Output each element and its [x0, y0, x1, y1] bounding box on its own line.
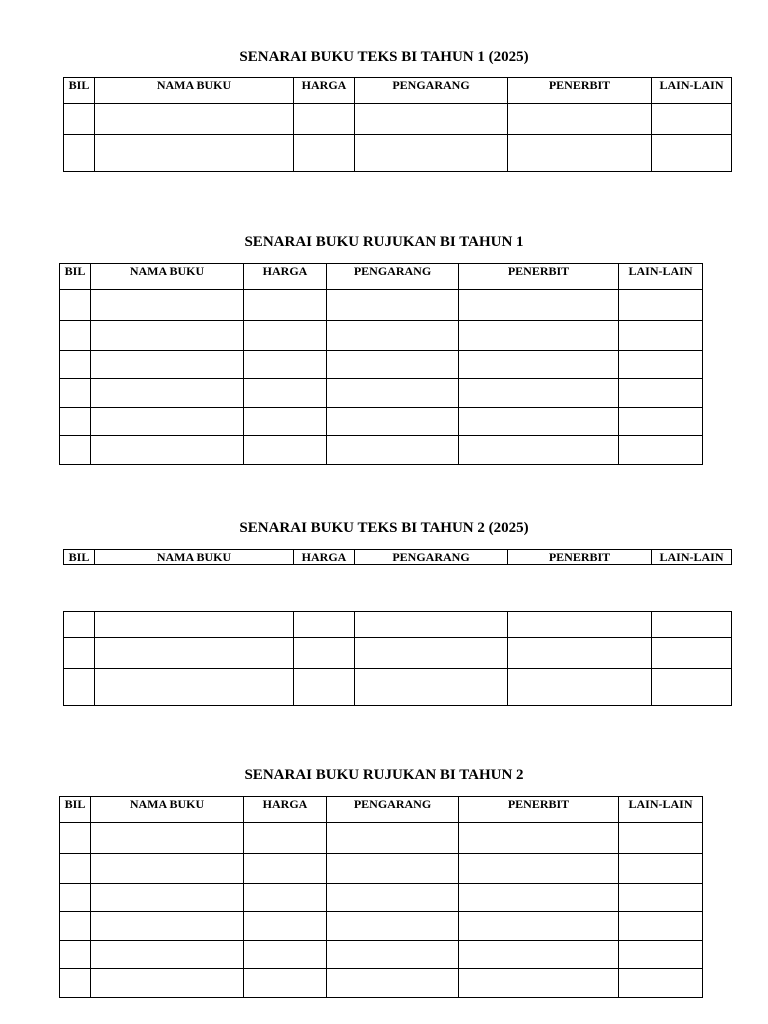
table-header-row: [60, 797, 703, 823]
header-nama-buku: NAMA BUKU: [95, 550, 294, 565]
cell-lain-lain[interactable]: [619, 884, 703, 912]
table-row: [60, 854, 703, 884]
cell-penerbit[interactable]: [508, 638, 652, 669]
cell-penerbit[interactable]: [459, 969, 619, 998]
cell-penerbit[interactable]: [508, 669, 652, 706]
header-harga: HARGA: [294, 78, 355, 104]
cell-pengarang[interactable]: [327, 436, 459, 465]
header-pengarang: PENGARANG: [355, 78, 508, 104]
cell-harga[interactable]: [294, 104, 355, 135]
cell-pengarang[interactable]: [355, 669, 508, 706]
cell-nama-buku[interactable]: [91, 351, 244, 379]
cell-harga[interactable]: [294, 669, 355, 706]
cell-pengarang[interactable]: [327, 379, 459, 408]
table-row: [60, 969, 703, 998]
header-bil: BIL: [64, 550, 95, 565]
cell-bil[interactable]: [60, 884, 91, 912]
header-bil: BIL: [60, 797, 91, 823]
cell-lain-lain[interactable]: [619, 379, 703, 408]
cell-lain-lain[interactable]: [652, 104, 732, 135]
cell-harga[interactable]: [244, 379, 327, 408]
cell-harga[interactable]: [244, 912, 327, 941]
cell-harga[interactable]: [244, 941, 327, 969]
header-nama-buku: NAMA BUKU: [91, 797, 244, 823]
cell-harga[interactable]: [244, 290, 327, 321]
cell-lain-lain[interactable]: [619, 969, 703, 998]
header-penerbit: PENERBIT: [508, 78, 652, 104]
table-header-row: [64, 550, 732, 565]
cell-bil[interactable]: [60, 351, 91, 379]
table-header-row: [60, 264, 703, 290]
cell-harga[interactable]: [244, 823, 327, 854]
section-title-rujukan-tahun-1: SENARAI BUKU RUJUKAN BI TAHUN 1: [244, 234, 524, 250]
header-nama-buku: NAMA BUKU: [95, 78, 294, 104]
cell-nama-buku[interactable]: [91, 884, 244, 912]
table-rujukan-tahun-2: [59, 796, 703, 998]
cell-penerbit[interactable]: [459, 290, 619, 321]
cell-pengarang[interactable]: [327, 912, 459, 941]
cell-bil[interactable]: [64, 104, 95, 135]
table-header-row: [64, 78, 732, 104]
cell-penerbit[interactable]: [459, 884, 619, 912]
header-penerbit: PENERBIT: [459, 264, 619, 290]
table-row: [60, 823, 703, 854]
cell-bil[interactable]: [60, 379, 91, 408]
cell-penerbit[interactable]: [459, 351, 619, 379]
cell-harga[interactable]: [244, 884, 327, 912]
cell-bil[interactable]: [60, 436, 91, 465]
cell-nama-buku[interactable]: [91, 854, 244, 884]
header-bil: BIL: [64, 78, 95, 104]
table-row: [64, 104, 732, 135]
table-row: [60, 379, 703, 408]
cell-pengarang[interactable]: [327, 290, 459, 321]
cell-bil[interactable]: [60, 941, 91, 969]
cell-penerbit[interactable]: [459, 854, 619, 884]
cell-nama-buku[interactable]: [91, 436, 244, 465]
header-harga: HARGA: [244, 264, 327, 290]
cell-nama-buku[interactable]: [95, 104, 294, 135]
cell-lain-lain[interactable]: [652, 135, 732, 172]
cell-nama-buku[interactable]: [91, 321, 244, 351]
table-row: [60, 290, 703, 321]
cell-harga[interactable]: [244, 969, 327, 998]
cell-nama-buku[interactable]: [91, 379, 244, 408]
header-nama-buku: NAMA BUKU: [91, 264, 244, 290]
cell-bil[interactable]: [64, 669, 95, 706]
cell-pengarang[interactable]: [327, 321, 459, 351]
header-bil: BIL: [60, 264, 91, 290]
cell-penerbit[interactable]: [459, 436, 619, 465]
header-penerbit: PENERBIT: [459, 797, 619, 823]
cell-lain-lain[interactable]: [652, 638, 732, 669]
cell-nama-buku[interactable]: [91, 969, 244, 998]
cell-lain-lain[interactable]: [619, 854, 703, 884]
cell-penerbit[interactable]: [508, 612, 652, 638]
section-title-teks-tahun-2: SENARAI BUKU TEKS BI TAHUN 2 (2025): [239, 520, 529, 536]
cell-lain-lain[interactable]: [619, 941, 703, 969]
cell-penerbit[interactable]: [459, 408, 619, 436]
table-row: [60, 321, 703, 351]
header-harga: HARGA: [294, 550, 355, 565]
cell-lain-lain[interactable]: [619, 408, 703, 436]
cell-bil[interactable]: [64, 638, 95, 669]
cell-lain-lain[interactable]: [619, 351, 703, 379]
cell-bil[interactable]: [60, 854, 91, 884]
cell-lain-lain[interactable]: [619, 436, 703, 465]
header-pengarang: PENGARANG: [327, 797, 459, 823]
cell-bil[interactable]: [60, 290, 91, 321]
cell-nama-buku[interactable]: [95, 135, 294, 172]
table-row: [60, 408, 703, 436]
cell-lain-lain[interactable]: [652, 612, 732, 638]
table-row: [64, 135, 732, 172]
cell-harga[interactable]: [294, 135, 355, 172]
cell-harga[interactable]: [244, 351, 327, 379]
cell-pengarang[interactable]: [355, 135, 508, 172]
cell-lain-lain[interactable]: [619, 912, 703, 941]
cell-penerbit[interactable]: [459, 379, 619, 408]
table-teks-tahun-2-header: [63, 549, 732, 565]
cell-pengarang[interactable]: [355, 104, 508, 135]
cell-bil[interactable]: [60, 321, 91, 351]
header-penerbit: PENERBIT: [508, 550, 652, 565]
cell-nama-buku[interactable]: [91, 408, 244, 436]
cell-pengarang[interactable]: [327, 854, 459, 884]
cell-penerbit[interactable]: [459, 321, 619, 351]
cell-nama-buku[interactable]: [95, 638, 294, 669]
cell-nama-buku[interactable]: [95, 669, 294, 706]
cell-pengarang[interactable]: [327, 941, 459, 969]
cell-harga[interactable]: [244, 408, 327, 436]
header-lain-lain: LAIN-LAIN: [652, 550, 732, 565]
cell-bil[interactable]: [60, 912, 91, 941]
cell-lain-lain[interactable]: [619, 823, 703, 854]
cell-pengarang[interactable]: [355, 638, 508, 669]
cell-nama-buku[interactable]: [91, 823, 244, 854]
table-row: [60, 912, 703, 941]
cell-penerbit[interactable]: [508, 135, 652, 172]
cell-lain-lain[interactable]: [619, 321, 703, 351]
cell-pengarang[interactable]: [327, 884, 459, 912]
cell-pengarang[interactable]: [327, 969, 459, 998]
cell-penerbit[interactable]: [459, 941, 619, 969]
header-lain-lain: LAIN-LAIN: [619, 264, 703, 290]
section-title-rujukan-tahun-2: SENARAI BUKU RUJUKAN BI TAHUN 2: [244, 767, 524, 783]
cell-nama-buku[interactable]: [91, 912, 244, 941]
cell-pengarang[interactable]: [355, 612, 508, 638]
header-lain-lain: LAIN-LAIN: [652, 78, 732, 104]
table-row: [64, 669, 732, 706]
cell-harga[interactable]: [244, 321, 327, 351]
cell-pengarang[interactable]: [327, 823, 459, 854]
section-title-teks-tahun-1: SENARAI BUKU TEKS BI TAHUN 1 (2025): [239, 49, 529, 65]
header-lain-lain: LAIN-LAIN: [619, 797, 703, 823]
cell-pengarang[interactable]: [327, 408, 459, 436]
header-pengarang: PENGARANG: [355, 550, 508, 565]
cell-lain-lain[interactable]: [619, 290, 703, 321]
table-row: [60, 436, 703, 465]
cell-harga[interactable]: [244, 436, 327, 465]
cell-nama-buku[interactable]: [91, 290, 244, 321]
cell-nama-buku[interactable]: [91, 941, 244, 969]
cell-penerbit[interactable]: [459, 912, 619, 941]
cell-harga[interactable]: [294, 612, 355, 638]
header-pengarang: PENGARANG: [327, 264, 459, 290]
cell-pengarang[interactable]: [327, 351, 459, 379]
cell-bil[interactable]: [60, 969, 91, 998]
cell-lain-lain[interactable]: [652, 669, 732, 706]
cell-bil[interactable]: [64, 135, 95, 172]
cell-bil[interactable]: [60, 823, 91, 854]
cell-penerbit[interactable]: [508, 104, 652, 135]
table-teks-tahun-1: [63, 77, 732, 172]
table-rujukan-tahun-1: [59, 263, 703, 465]
header-harga: HARGA: [244, 797, 327, 823]
table-row: [60, 351, 703, 379]
table-row: [60, 941, 703, 969]
table-row: [60, 884, 703, 912]
cell-bil[interactable]: [60, 408, 91, 436]
table-row: [64, 638, 732, 669]
cell-harga[interactable]: [294, 638, 355, 669]
cell-bil[interactable]: [64, 612, 95, 638]
table-row: [64, 612, 732, 638]
cell-harga[interactable]: [244, 854, 327, 884]
table-teks-tahun-2-body: [63, 611, 732, 706]
cell-nama-buku[interactable]: [95, 612, 294, 638]
cell-penerbit[interactable]: [459, 823, 619, 854]
